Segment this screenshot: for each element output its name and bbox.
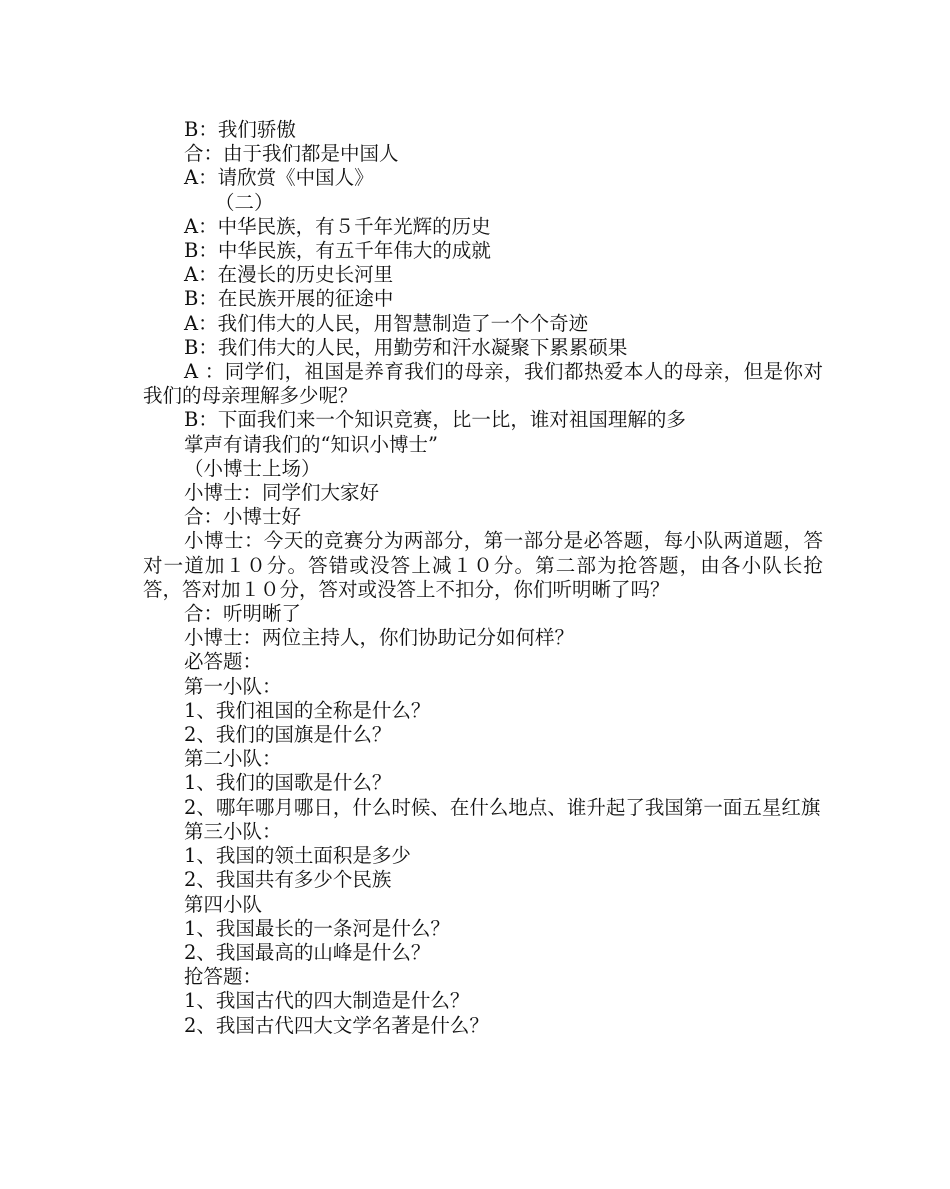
line-a-enjoy: A：请欣赏《中国人》: [184, 166, 374, 190]
heading-required-questions: 必答题：: [184, 650, 263, 674]
question-item: 2、我国共有多少个民族: [184, 868, 392, 892]
line-together-hello: 合：小博士好: [184, 505, 302, 529]
line-doctor-scoring: 小博士：两位主持人，你们协助记分如何样？: [184, 626, 575, 650]
section-two-heading: （二）: [215, 190, 274, 214]
paragraph-a-mother: A ：同学们，祖国是养育我们的母亲，我们都热爱本人的母亲，但是你对我们的母亲理解多少呢？: [143, 360, 823, 408]
line-b-contest: B：下面我们来一个知识竞赛，比一比，谁对祖国理解的多: [184, 408, 686, 432]
line-a-river: A：在漫长的历史长河里: [184, 263, 394, 287]
question-item: 1、我们祖国的全称是什么？: [184, 698, 431, 722]
line-applause: 掌声有请我们的“知识小博士”: [184, 432, 438, 456]
line-b-diligence: B：我们伟大的人民，用勤劳和汗水凝聚下累累硕果: [184, 335, 628, 359]
heading-team-three: 第三小队：: [184, 819, 282, 843]
question-item: 1、我们的国歌是什么？: [184, 771, 392, 795]
line-a-history: A：中华民族，有５千年光辉的历史: [184, 214, 491, 238]
line-a-wisdom: A：我们伟大的人民，用智慧制造了一个个奇迹: [184, 311, 589, 335]
question-item: 2、我国最高的山峰是什么？: [184, 940, 431, 964]
line-b-achievement: B：中华民族，有五千年伟大的成就: [184, 239, 491, 263]
question-item: 1、我国古代的四大制造是什么？: [184, 989, 470, 1013]
question-item-flag: 2、哪年哪月哪日，什么时候、在什么地点、谁升起了我国第一面五星红旗: [184, 795, 821, 819]
line-b-journey: B：在民族开展的征途中: [184, 287, 394, 311]
paragraph-rules: 小博士：今天的竞赛分为两部分，第一部分是必答题，每小队两道题，答对一道加１０分。答错或没答上减１０分。第二部为抢答题，由各小队长抢答，答对加１０分，答对或没答上不扣分，你们听明晰了吗？: [143, 529, 823, 601]
line-doctor-hello: 小博士：同学们大家好: [184, 481, 380, 505]
line-together-understood: 合：听明晰了: [184, 602, 302, 626]
heading-team-one: 第一小队：: [184, 674, 282, 698]
question-item: 2、我国古代四大文学名著是什么？: [184, 1013, 489, 1037]
line-stage-direction: （小博士上场）: [184, 456, 321, 480]
heading-team-two: 第二小队：: [184, 747, 282, 771]
heading-quick-answer: 抢答题：: [184, 965, 263, 989]
line-b-proud: B：我们骄傲: [184, 118, 296, 141]
question-item: 1、我国的领土面积是多少: [184, 844, 411, 868]
line-together-chinese: 合：由于我们都是中国人: [184, 142, 399, 166]
document-body: [143, 118, 823, 1038]
question-item: 1、我国最长的一条河是什么？: [184, 916, 450, 940]
heading-team-four: 第四小队: [184, 892, 263, 916]
question-item: 2、我们的国旗是什么？: [184, 723, 392, 747]
